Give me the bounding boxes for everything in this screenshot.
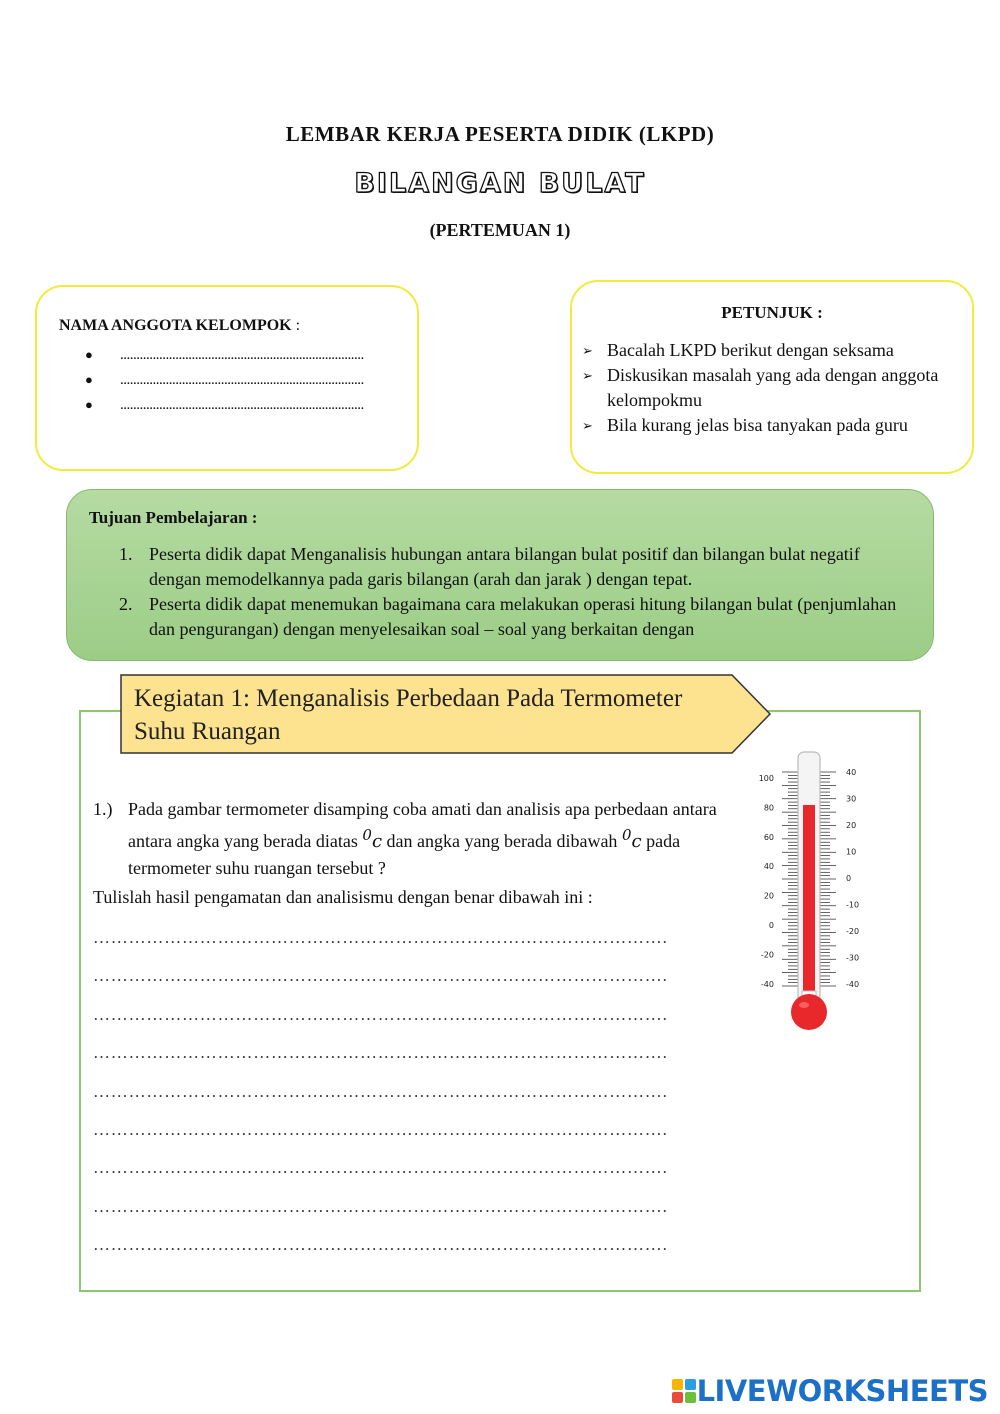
instructions-box bbox=[570, 280, 974, 474]
left-scale-label: 0 bbox=[768, 921, 774, 930]
question-number: 1.) bbox=[93, 799, 113, 819]
right-scale-label: 0 bbox=[846, 874, 852, 883]
right-scale-label: 10 bbox=[846, 847, 857, 857]
liveworksheets-logo-icon bbox=[671, 1378, 697, 1404]
instruction-item: ➢ Diskusikan masalah yang ada dengan anggota kelompokmu bbox=[582, 363, 962, 413]
right-scale-label: -10 bbox=[846, 900, 860, 910]
member-blank[interactable]: ● ........................................................................... bbox=[85, 397, 364, 422]
goal-item: 1. Peserta didik dapat Menganalisis hubungan antara bilangan bulat positif dan bilangan bulat negatif dengan memodelkannya pada garis bilangan (arah dan jarak ) dengan tepat. bbox=[119, 544, 860, 589]
thermometer-bulb bbox=[791, 994, 827, 1030]
group-members-box bbox=[35, 285, 419, 471]
answer-instruction: Tulislah hasil pengamatan dan analisismu dengan benar dibawah ini : bbox=[93, 887, 593, 907]
instruction-item: ➢ Bacalah LKPD berikut dengan seksama bbox=[582, 338, 962, 363]
learning-goals-box bbox=[66, 489, 934, 661]
liveworksheets-logo-text: LIVEWORKSHEETS bbox=[696, 1374, 988, 1408]
answer-line[interactable]: ……………………………………………………………………………………. bbox=[93, 1158, 668, 1177]
activity-title: Kegiatan 1: Menganalisis Perbedaan Pada Termometer Suhu Ruangan bbox=[134, 685, 683, 745]
left-scale-label: -20 bbox=[760, 950, 774, 960]
right-scale-label: 30 bbox=[846, 794, 857, 804]
liveworksheets-logo bbox=[671, 1374, 988, 1408]
thermometer-image bbox=[752, 750, 864, 1032]
question-1 bbox=[93, 796, 733, 881]
bulb-highlight bbox=[799, 1002, 809, 1008]
right-scale-label: 40 bbox=[846, 768, 857, 777]
topic-title: BILANGAN BULAT bbox=[354, 168, 646, 199]
member-blank[interactable]: ● ........................................................................... bbox=[85, 372, 364, 397]
left-scale-labels bbox=[759, 774, 774, 989]
learning-goals-list bbox=[119, 542, 899, 642]
instruction-item: ➢ Bila kurang jelas bisa tanyakan pada guru bbox=[582, 413, 962, 438]
left-scale-label: -40 bbox=[760, 979, 774, 989]
thermometer-liquid bbox=[803, 805, 815, 1005]
left-scale-label: 100 bbox=[758, 774, 774, 783]
left-scale-label: 20 bbox=[763, 891, 774, 901]
answer-line[interactable]: ……………………………………………………………………………………. bbox=[93, 1197, 668, 1216]
answer-line[interactable]: ……………………………………………………………………………………. bbox=[93, 1005, 668, 1024]
right-scale-label: 20 bbox=[846, 821, 857, 830]
right-scale-label: -30 bbox=[846, 953, 860, 963]
right-scale-label: -40 bbox=[846, 980, 860, 989]
left-scale-label: 80 bbox=[763, 803, 774, 813]
meeting-label: (PERTEMUAN 1) bbox=[429, 220, 571, 240]
instructions-title: PETUNJUK : bbox=[721, 303, 823, 322]
goal-item: 2. Peserta didik dapat menemukan bagaimana cara melakukan operasi hitung bilangan bulat (penjumlahan dan pengurangan) dengan menyelesaikan soal – soal yang berkaitan dengan bbox=[119, 594, 897, 639]
answer-line[interactable]: ……………………………………………………………………………………. bbox=[93, 1235, 668, 1254]
right-scale-label: -20 bbox=[846, 927, 860, 936]
member-list bbox=[85, 347, 364, 422]
learning-goals-title: Tujuan Pembelajaran : bbox=[89, 508, 258, 527]
answer-line[interactable]: ……………………………………………………………………………………. bbox=[93, 928, 668, 947]
answer-line[interactable]: ……………………………………………………………………………………. bbox=[93, 966, 668, 985]
answer-line[interactable]: ……………………………………………………………………………………. bbox=[93, 1043, 668, 1062]
question-text: Pada gambar termometer disamping coba amati dan analisis apa perbedaan antara antara angka yang berada diatas $^0$c dan angka yang berada dibawah $^0$c pada termometer suhu ruangan tersebut ? bbox=[128, 799, 717, 878]
group-members-label: NAMA ANGGOTA KELOMPOK : bbox=[59, 317, 301, 334]
left-scale-label: 40 bbox=[763, 862, 774, 872]
member-blank[interactable]: ● ........................................................................... bbox=[85, 347, 364, 372]
left-scale-label: 60 bbox=[763, 832, 774, 842]
right-scale-labels bbox=[846, 768, 859, 989]
worksheet-header: LEMBAR KERJA PESERTA DIDIK (LKPD) bbox=[285, 122, 715, 146]
instructions-list bbox=[582, 338, 962, 438]
answer-line[interactable]: ……………………………………………………………………………………. bbox=[93, 1120, 668, 1139]
answer-line[interactable]: ……………………………………………………………………………………. bbox=[93, 1082, 668, 1101]
